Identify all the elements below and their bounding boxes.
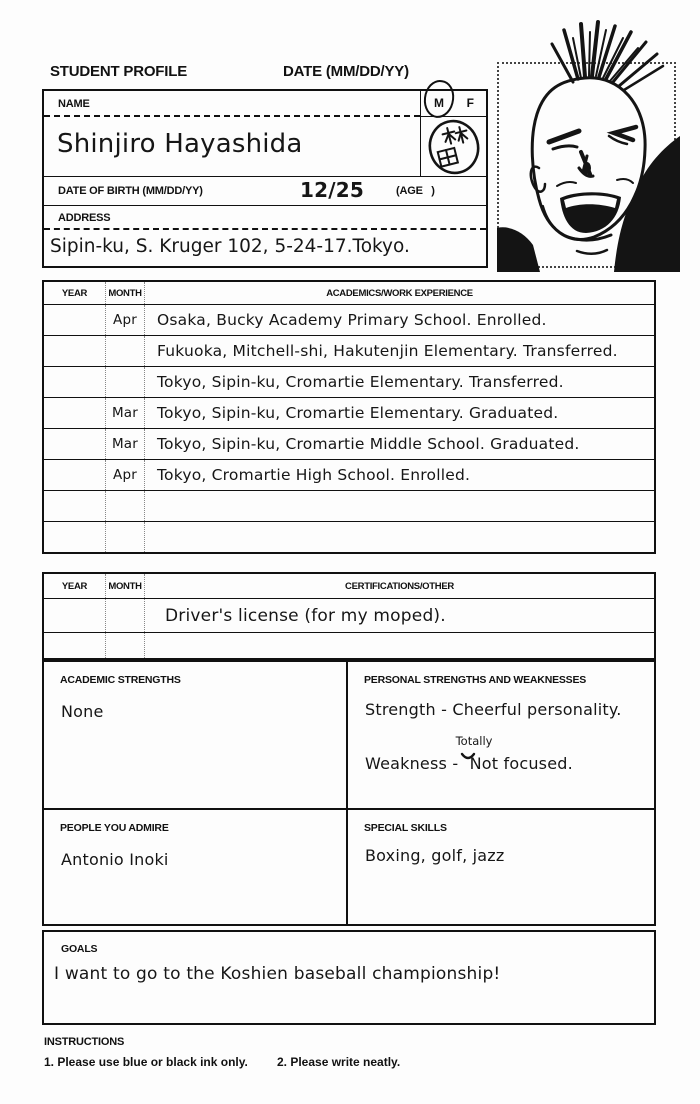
table-row: Tokyo, Sipin-ku, Cromartie Elementary. Transferred. bbox=[44, 366, 654, 397]
people-you-admire-label: PEOPLE YOU ADMIRE bbox=[60, 822, 169, 834]
gender-male-option: M bbox=[434, 96, 444, 110]
academic-strengths-cell bbox=[44, 662, 346, 808]
year-header: YEAR bbox=[61, 580, 88, 592]
goals-box bbox=[42, 930, 656, 1025]
strength-value: Strength - Cheerful personality. bbox=[365, 700, 622, 719]
certifications-header: CERTIFICATIONS/OTHER bbox=[345, 580, 454, 592]
special-skills-label: SPECIAL SKILLS bbox=[364, 822, 447, 834]
name-label-row bbox=[44, 91, 486, 117]
people-you-admire-cell bbox=[44, 808, 346, 924]
academic-strengths-label: ACADEMIC STRENGTHS bbox=[60, 674, 181, 686]
personal-strengths-cell bbox=[346, 662, 654, 808]
instructions-label: INSTRUCTIONS bbox=[44, 1036, 125, 1048]
name-value: Shinjiro Hayashida bbox=[57, 129, 303, 159]
academics-table bbox=[42, 280, 656, 554]
dob-row bbox=[44, 176, 486, 205]
address-label-row bbox=[44, 205, 486, 230]
month-header: MONTH bbox=[108, 580, 142, 592]
student-photo bbox=[497, 62, 676, 268]
table-row bbox=[44, 521, 654, 552]
form-title: STUDENT PROFILE bbox=[50, 63, 188, 80]
name-label: NAME bbox=[58, 98, 90, 110]
people-you-admire-value: Antonio Inoki bbox=[61, 850, 169, 869]
address-label: ADDRESS bbox=[58, 212, 111, 224]
academics-header: ACADEMICS/WORK EXPERIENCE bbox=[326, 287, 473, 299]
instruction-item-2: 2. Please write neatly. bbox=[277, 1055, 401, 1069]
special-skills-value: Boxing, golf, jazz bbox=[365, 846, 505, 865]
date-label: DATE (MM/DD/YY) bbox=[283, 63, 409, 80]
portrait-drawing-icon bbox=[497, 18, 680, 272]
year-header: YEAR bbox=[61, 287, 88, 299]
dob-label: DATE OF BIRTH (MM/DD/YY) bbox=[58, 185, 203, 197]
table-row: Mar Tokyo, Sipin-ku, Cromartie Middle School. Graduated. bbox=[44, 428, 654, 459]
strengths-box bbox=[42, 660, 656, 926]
table-row: Driver's license (for my moped). bbox=[44, 598, 654, 632]
identity-box bbox=[42, 89, 488, 268]
table-row bbox=[44, 632, 654, 658]
goals-value: I want to go to the Koshien baseball championship! bbox=[54, 964, 501, 984]
month-header: MONTH bbox=[108, 287, 142, 299]
personal-strengths-label: PERSONAL STRENGTHS AND WEAKNESSES bbox=[364, 674, 587, 686]
table-row: Apr Osaka, Bucky Academy Primary School. Enrolled. bbox=[44, 304, 654, 335]
name-field bbox=[44, 91, 420, 117]
gender-field bbox=[420, 91, 486, 117]
inserted-word: Totally bbox=[455, 734, 493, 748]
caret-icon bbox=[460, 752, 476, 761]
special-skills-cell bbox=[346, 808, 654, 924]
table-row: Apr Tokyo, Cromartie High School. Enrolled. bbox=[44, 459, 654, 490]
insertion-mark bbox=[455, 734, 493, 769]
gender-female-option: F bbox=[466, 96, 474, 110]
table-row: Fukuoka, Mitchell-shi, Hakutenjin Elementary. Transferred. bbox=[44, 335, 654, 366]
hanko-stamp bbox=[420, 117, 486, 176]
name-value-row bbox=[44, 117, 486, 176]
goals-label: GOALS bbox=[61, 943, 98, 955]
gender-selected-circle-icon bbox=[422, 79, 456, 120]
dob-value: 12/25 bbox=[300, 178, 364, 202]
academics-header-row bbox=[44, 282, 654, 304]
age-label: (AGE ) bbox=[396, 185, 435, 197]
address-value-row bbox=[44, 230, 486, 266]
weakness-value: Weakness - Totally Not focused. bbox=[365, 734, 573, 773]
stamp-kanji-icon bbox=[421, 117, 487, 176]
table-row bbox=[44, 490, 654, 521]
instruction-item-1: 1. Please use blue or black ink only. bbox=[44, 1055, 248, 1069]
academic-strengths-value: None bbox=[61, 702, 104, 721]
certifications-header-row bbox=[44, 574, 654, 598]
table-row: Mar Tokyo, Sipin-ku, Cromartie Elementary. Graduated. bbox=[44, 397, 654, 428]
certifications-table bbox=[42, 572, 656, 660]
address-value: Sipin-ku, S. Kruger 102, 5-24-17.Tokyo. bbox=[50, 236, 410, 257]
